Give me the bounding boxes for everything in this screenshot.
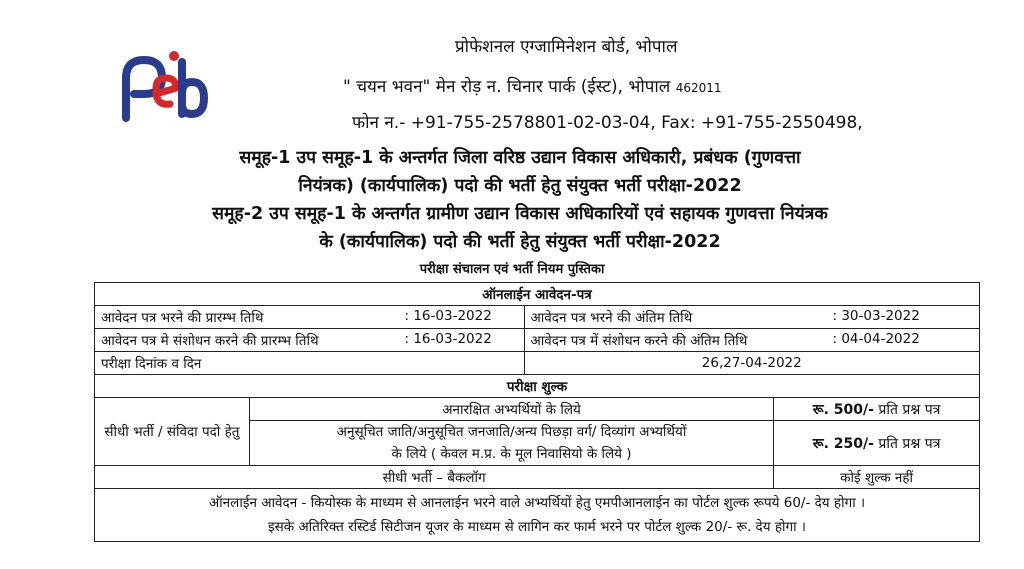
reserved-label-line-2: के लिये ( केवल म.प्र. के मूल निवासियो के लिये ) <box>391 446 632 462</box>
rulebook-subtitle: परीक्षा संचालन एवं भर्ती नियम पुस्तिका <box>419 262 605 277</box>
table-row <box>95 398 980 421</box>
portal-fee-note-line-1: ऑनलाईन आवेदन - कियोस्क के माध्यम से आनलाईन भरने वाले अभ्यर्थियों हेतु एमपीआनलाईन का पोर्टल शुल्क रूपये 60/- देय होगा । <box>208 495 866 511</box>
table-row <box>95 306 980 329</box>
last-date-label: आवेदन पत्र भरने की अंतिम तिथि <box>530 310 693 326</box>
edit-start-cell <box>95 329 525 352</box>
unreserved-fee-cell <box>774 398 980 421</box>
start-date-value: : 16-03-2022 <box>404 308 492 324</box>
direct-recruit-label: सीधी भर्ती / संविदा पदो हेतु <box>95 398 250 466</box>
reserved-label-cell <box>249 421 773 466</box>
edit-last-label: आवेदन पत्र में संशोधन करने की अंतिम तिथि <box>530 333 748 349</box>
board-name: प्रोफेशनल एग्जामिनेशन बोर्ड, भोपाल <box>455 37 678 57</box>
edit-start-value: : 16-03-2022 <box>404 331 492 347</box>
unreserved-fee-suffix: प्रति प्रश्न पत्र <box>878 401 941 418</box>
title-line-1: समूह-1 उप समूह-1 के अन्तर्गत जिला वरिष्ठ उद्यान विकास अधिकारी, प्रबंधक (गुणवत्ता <box>239 148 801 168</box>
title-line-4: के (कार्यपालिक) पदो की भर्ती हेतु संयुक्त भर्ती परीक्षा-2022 <box>319 232 721 252</box>
reserved-fee-cell <box>774 421 980 466</box>
portal-fee-note <box>95 489 980 542</box>
edit-last-cell <box>524 329 980 352</box>
last-date-cell <box>524 306 980 329</box>
table-row <box>95 329 980 352</box>
unreserved-label: अनारक्षित अभ्यर्थियों के लिये <box>249 398 773 421</box>
title-line-2: नियंत्रक) (कार्यपालिक) पदो की भर्ती हेतु संयुक्त भर्ती परीक्षा-2022 <box>298 176 742 196</box>
address-text: " चयन भवन" मेन रोड़ न. चिनार पार्क (ईस्ट), भोपाल <box>343 77 671 97</box>
peb-logo <box>112 48 208 126</box>
reserved-label-line-1: अनुसूचित जाति/अनुसूचित जनजाति/अन्य पिछड़ा वर्ग/ दिव्यांग अभ्यर्थियों <box>336 424 687 440</box>
online-form-header-row <box>95 283 980 306</box>
board-address <box>343 74 722 97</box>
table-row <box>95 466 980 489</box>
exam-titles <box>60 144 980 256</box>
reserved-fee-suffix: प्रति प्रश्न पत्र <box>878 435 941 452</box>
online-form-header: ऑनलाईन आवेदन-पत्र <box>95 283 980 306</box>
start-date-label: आवेदन पत्र भरने की प्रारम्भ तिथि <box>101 310 264 326</box>
backlog-fee: कोई शुल्क नहीं <box>774 466 980 489</box>
exam-info-table <box>94 282 980 542</box>
reserved-fee: रू. 250/- <box>812 435 874 452</box>
fee-header: परीक्षा शुल्क <box>95 375 980 398</box>
last-date-value: : 30-03-2022 <box>832 308 920 324</box>
contact-line: फोन न.- +91-755-2578801-02-03-04, Fax: +91-755-2550498, <box>352 113 863 133</box>
exam-date-value: 26,27-04-2022 <box>524 352 980 375</box>
portal-fee-note-row <box>95 489 980 542</box>
edit-start-label: आवेदन पत्र मे संशोधन करने की प्रारम्भ तिथि <box>101 333 319 349</box>
exam-date-label: परीक्षा दिनांक व दिन <box>95 352 525 375</box>
portal-fee-note-line-2: इसके अतिरिक्त रस्टिर्ड सिटीजन यूजर के माध्यम से लागिन कर फार्म भरने पर पोर्टल शुल्क 20/- रू. देय होगा । <box>267 519 807 535</box>
start-date-cell <box>95 306 525 329</box>
backlog-label: सीधी भर्ती – बैकलॉग <box>95 466 774 489</box>
pincode: 462011 <box>675 81 722 95</box>
unreserved-fee: रू. 500/- <box>812 401 874 418</box>
table-row <box>95 352 980 375</box>
fee-header-row <box>95 375 980 398</box>
title-line-3: समूह-2 उप समूह-1 के अन्तर्गत ग्रामीण उद्यान विकास अधिकारियों एवं सहायक गुणवत्ता नियंत्रक <box>212 204 828 224</box>
edit-last-value: : 04-04-2022 <box>832 331 920 347</box>
